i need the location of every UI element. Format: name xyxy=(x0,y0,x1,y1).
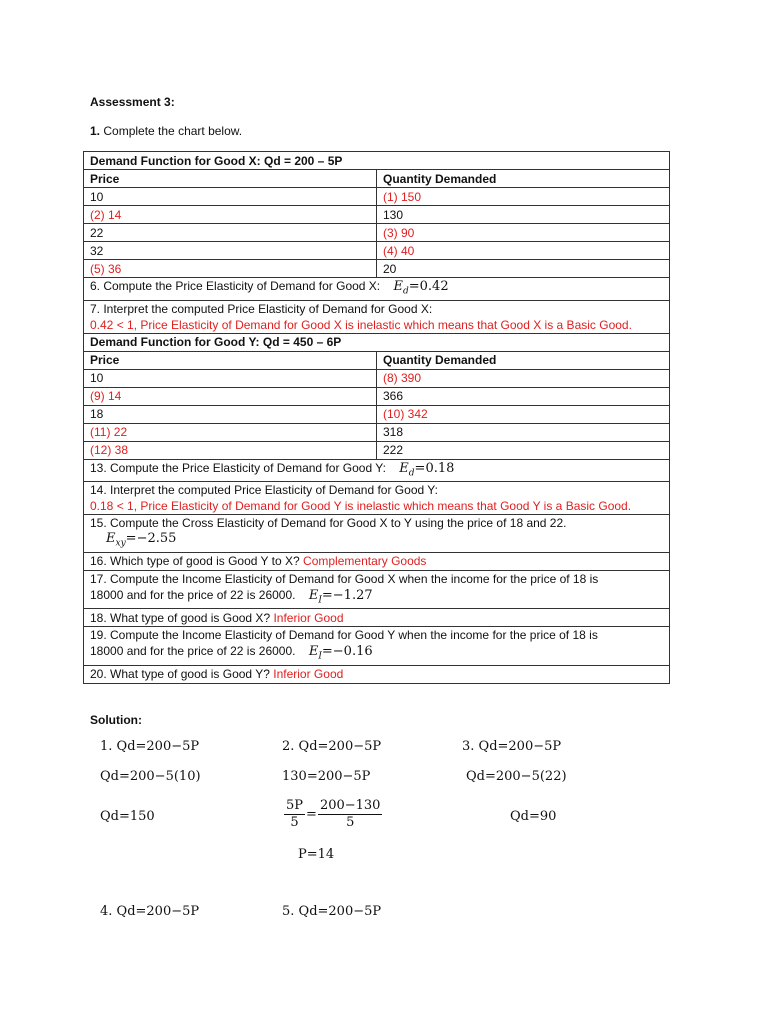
question-19-row xyxy=(84,627,670,666)
question-20-answer: Inferior Good xyxy=(273,667,344,682)
question-14-row xyxy=(84,482,670,515)
question-17-answer: $E_I=-1.27$ xyxy=(308,587,373,606)
question-20-text: 20. What type of good is Good Y? xyxy=(90,667,270,682)
solution-4-line1: 4. Qd=200−5P xyxy=(100,904,200,919)
question-13-text: 13. Compute the Price Elasticity of Demand for Good Y: xyxy=(90,460,386,475)
solution-3-line2: Qd=200−5(22) xyxy=(466,769,567,784)
solution-2-fraction-left: $\frac{5P}{5}$ xyxy=(286,798,304,830)
question-16-text: 16. Which type of good is Good Y to X? xyxy=(90,554,300,569)
solution-2-line1: 2. Qd=200−5P xyxy=(282,739,382,754)
question-6-text: 6. Compute the Price Elasticity of Demand for Good X: xyxy=(90,279,381,293)
good-y-price-header: Price xyxy=(84,351,377,369)
solution-2-line2: 130=200−5P xyxy=(282,769,371,784)
good-x-price-cell: (2) 14 xyxy=(84,206,377,224)
good-y-row xyxy=(84,405,670,423)
good-y-qty-header: Quantity Demanded xyxy=(377,351,670,369)
good-x-row xyxy=(84,206,670,224)
question-17-text-line1: 17. Compute the Income Elasticity of Demand for Good X when the income for the price of 18 is xyxy=(90,571,599,586)
good-y-row xyxy=(84,423,670,441)
good-x-qty-cell: (3) 90 xyxy=(377,224,670,242)
good-x-qty-cell: (1) 150 xyxy=(377,188,670,206)
question-15-answer: $E_{xy}=-2.55$ xyxy=(106,531,177,549)
question-14-answer: 0.18 < 1, Price Elasticity of Demand for Good Y is inelastic which means that Good Y is a Basic Good. xyxy=(90,499,632,514)
solution-3-line1: 3. Qd=200−5P xyxy=(462,739,562,754)
question-13-row xyxy=(84,459,670,482)
good-y-price-cell: 18 xyxy=(84,405,377,423)
question-1 xyxy=(90,124,242,138)
good-y-qty-cell: 222 xyxy=(377,441,670,459)
good-x-qty-cell: 20 xyxy=(377,260,670,278)
good-y-row xyxy=(84,441,670,459)
good-y-qty-cell: 318 xyxy=(377,423,670,441)
question-19-text-line2: 18000 and for the price of 22 is 26000. xyxy=(90,644,296,659)
good-x-row xyxy=(84,224,670,242)
solution-5-line1: 5. Qd=200−5P xyxy=(282,904,382,919)
question-1-text: Complete the chart below. xyxy=(103,124,243,138)
good-x-qty-header: Quantity Demanded xyxy=(377,170,670,188)
question-6-row xyxy=(84,278,670,301)
question-19-text-line1: 19. Compute the Income Elasticity of Demand for Good Y when the income for the price of 18 is xyxy=(90,628,598,643)
question-19-answer: $E_I=-0.16$ xyxy=(308,644,373,662)
good-y-price-cell: 10 xyxy=(84,369,377,387)
good-x-demand-header: Demand Function for Good X: Qd = 200 – 5P xyxy=(84,152,670,170)
question-7-row xyxy=(84,300,670,333)
good-x-price-header: Price xyxy=(84,170,377,188)
good-y-price-cell: (11) 22 xyxy=(84,423,377,441)
solution-2-fraction-equation: $\frac{5P}{5}$ = $\frac{200-130}{5}$ xyxy=(286,798,381,830)
solution-label: Solution: xyxy=(90,713,142,727)
good-x-price-cell: 32 xyxy=(84,242,377,260)
question-18-answer: Inferior Good xyxy=(273,610,344,625)
solution-3-line3: Qd=90 xyxy=(510,809,557,824)
good-x-price-cell: 22 xyxy=(84,224,377,242)
good-y-price-cell: (12) 38 xyxy=(84,441,377,459)
elasticity-chart-table xyxy=(83,151,670,684)
good-x-row xyxy=(84,260,670,278)
solution-1-line2: Qd=200−5(10) xyxy=(100,769,201,784)
question-17-text-line2: 18000 and for the price of 22 is 26000. xyxy=(90,587,296,602)
good-x-qty-cell: (4) 40 xyxy=(377,242,670,260)
assessment-title: Assessment 3: xyxy=(90,95,175,109)
good-y-rows xyxy=(84,369,670,459)
question-15-text: 15. Compute the Cross Elasticity of Demand for Good X to Y using the price of 18 and 22. xyxy=(90,516,567,531)
question-18-text: 18. What type of good is Good X? xyxy=(90,610,271,625)
solution-2-fraction-right: $\frac{200-130}{5}$ xyxy=(319,798,381,830)
question-16-answer: Complementary Goods xyxy=(303,554,427,569)
good-x-row xyxy=(84,242,670,260)
solution-1-line1: 1. Qd=200−5P xyxy=(100,739,200,754)
good-x-rows xyxy=(84,188,670,278)
good-y-qty-cell: (8) 390 xyxy=(377,369,670,387)
question-16-row xyxy=(84,552,670,570)
good-y-price-cell: (9) 14 xyxy=(84,387,377,405)
question-17-row xyxy=(84,570,670,609)
question-1-number: 1. xyxy=(90,124,101,138)
question-7-text: 7. Interpret the computed Price Elasticity of Demand for Good X: xyxy=(90,301,433,316)
question-6-answer: $E_d=0.42$ xyxy=(393,279,449,297)
question-18-row xyxy=(84,609,670,627)
question-20-row xyxy=(84,665,670,683)
good-x-qty-cell: 130 xyxy=(377,206,670,224)
solution-1-line3: Qd=150 xyxy=(100,809,155,824)
good-y-row xyxy=(84,387,670,405)
good-x-price-cell: 10 xyxy=(84,188,377,206)
question-13-answer: $E_d=0.18$ xyxy=(399,460,455,479)
good-y-demand-header: Demand Function for Good Y: Qd = 450 – 6P xyxy=(84,333,670,351)
good-x-price-cell: (5) 36 xyxy=(84,260,377,278)
question-14-text: 14. Interpret the computed Price Elasticity of Demand for Good Y: xyxy=(90,483,438,498)
good-y-qty-cell: 366 xyxy=(377,387,670,405)
good-y-row xyxy=(84,369,670,387)
good-y-qty-cell: (10) 342 xyxy=(377,405,670,423)
question-7-answer: 0.42 < 1, Price Elasticity of Demand for Good X is inelastic which means that Good X is a Basic Good. xyxy=(90,317,632,332)
good-x-row xyxy=(84,188,670,206)
solution-2-line4: P=14 xyxy=(298,847,335,862)
question-15-row xyxy=(84,515,670,553)
